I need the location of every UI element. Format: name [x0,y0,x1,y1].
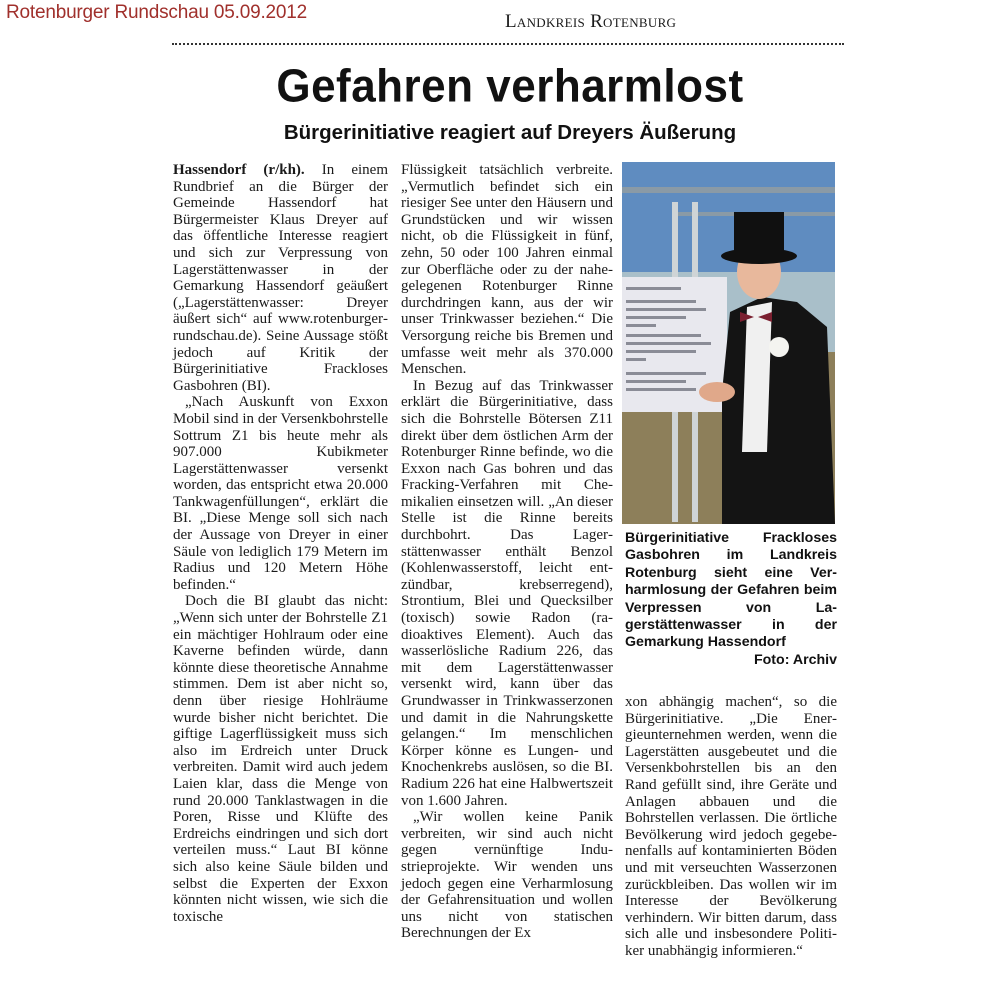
section-label: Landkreis Rotenburg [505,11,677,32]
article-photo [622,162,835,524]
paragraph: xon abhängig machen“, so die Bürgerinitiative. „Die Energieunternehmen werden, wenn die Lagerstätten ausgebeutet und die Versenkbohrstellen bis an den Rand gefüllt sind, ihre Geräte und Anlagen abbauen und die Bohrstellen verlassen. Die örtliche Bevölkerung wird jedoch gegebenenfalls auf kontaminierten Böden und mit verseuchten Wasserzonen zurückbleiben. Das wollen wir im Interesse der Bevölkerung verhindern. Wir bitten darum, dass sich alle und insbesondere Politiker unabhängig informieren.“ [625,694,837,959]
article-column-2 [401,162,613,942]
headline: Gefahren verharmlost [276,60,744,113]
subheadline: Bürgerinitiative reagiert auf Dreyers Äußerung [283,121,737,144]
photo-credit: Foto: Archiv [753,651,837,668]
photo-caption [625,530,837,669]
paragraph: In Bezug auf das Trinkwasser erklärt die Bürgerinitiative, dass sich die Bohrstelle Bötersen Z11 direkt über dem östlichen Arm der Rotenburger Rinne befinde, wo die Exxon nach Gas bohren und das Fracking-Verfahren mit Chemikalien einsetzen will. „An dieser Stelle ist die Rinne bereits durchbohrt. Das Lagerstättenwasser enthält Benzol (Kohlenwasserstoff, leicht entzündbar, krebserregend), Strontium, Blei und Quecksilber (toxisch) sowie Radon (radioaktives Element). Auch das wasserlösliche Radium 226, das mit dem Lagerstättenwasser versenkt wird, kann über das Grundwasser in Trinkwasserzonen und damit in die Nahrungskette gelangen.“ Im menschlichen Körper könne es Lungen- und Knochenkrebs auslösen, so die BI. Radium 226 hat eine Halbwertszeit von 1.600 Jahren. [401,377,613,809]
dotted-separator [172,43,844,45]
paragraph: „Wir wollen keine Panik verbreiten, wir sind auch nicht gegen vernünftige Industrieprojekte. Wir wenden uns jedoch gegen eine Verharmlosung der Gefahrensituation und wollen uns nicht von statischen Berechnungen der Ex [401,809,613,942]
dateline: Hassendorf (r/kh). [173,162,305,178]
caption-text: Bürgerinitiative Frackloses Gasbohren im Landkreis Rotenburg sieht eine Verharmlosung der Gefahren beim Verpressen von Lagerstättenwasser in der Gemarkung Hassendorf [625,530,837,651]
paragraph: Doch die BI glaubt das nicht: „Wenn sich unter der Bohrstelle Z1 ein mächtiger Hohlraum oder eine Kaverne befinden würde, dann könnte diese theoretische Annahme stimmen. Dem ist aber nicht so, denn über riesige Hohlräume wurde bisher nicht berichtet. Die giftige Lagerflüssigkeit muss sich also im Erdreich unter Druck verbreiten. Damit wird auch jedem Laien klar, dass die Menge von rund 20.000 Tanklastwagen in die Poren, Risse und Klüfte des Erdreichs eindringen und sich dort verteilen muss.“ Laut BI könne sich also keine Säule bilden und selbst die Experten der Exxon könnten nicht wissen, wie sich die toxische [173,593,388,925]
paragraph: Flüssigkeit tatsächlich verbreite. „Vermutlich befindet sich ein riesiger See unter den Häusern und Grundstücken und wir wissen nicht, ob die Flüssigkeit in fünf, zehn, 50 oder 100 Jahren einmal zur Oberfläche oder zu der nahegelegenen Rotenburger Rinne durchdringen kann, aus der wir unser Trinkwasser beziehen.“ Die Versorgung reiche bis Bremen und umfasse weit mehr als 370.000 Menschen. [401,162,613,378]
source-label: Rotenburger Rundschau 05.09.2012 [6,2,307,23]
article-column-3 [625,694,837,960]
article-column-1 [173,162,388,925]
paragraph: Hassendorf (r/kh). In einem Rundbrief an die Bürger der Gemeinde Hassendorf hat Bürgermeister Klaus Dreyer auf das öffentliche Interesse reagiert und sich zur Verpressung von Lagerstättenwasser in der Gemarkung Hassendorf geäußert („Lagerstättenwasser: Dreyer äußert sich“ auf www.rotenburgerrundschau.de). Seine Aussage stößt jedoch auf Kritik der Bürgerinitiative Frackloses Gasbohren (BI). [173,162,388,394]
photo-illustration [622,162,835,524]
paragraph: „Nach Auskunft von Exxon Mobil sind in der Versenkbohrstelle Sottrum Z1 bis heute mehr als 907.000 Kubikmeter Lagerstättenwasser versenkt worden, das entspricht etwa 20.000 Tankwagenfüllungen“, erklärt die BI. „Diese Menge soll sich nach der Aussage von Dreyer in einer Säule von lediglich 179 Metern im Radius und 120 Metern Höhe befinden.“ [173,394,388,593]
